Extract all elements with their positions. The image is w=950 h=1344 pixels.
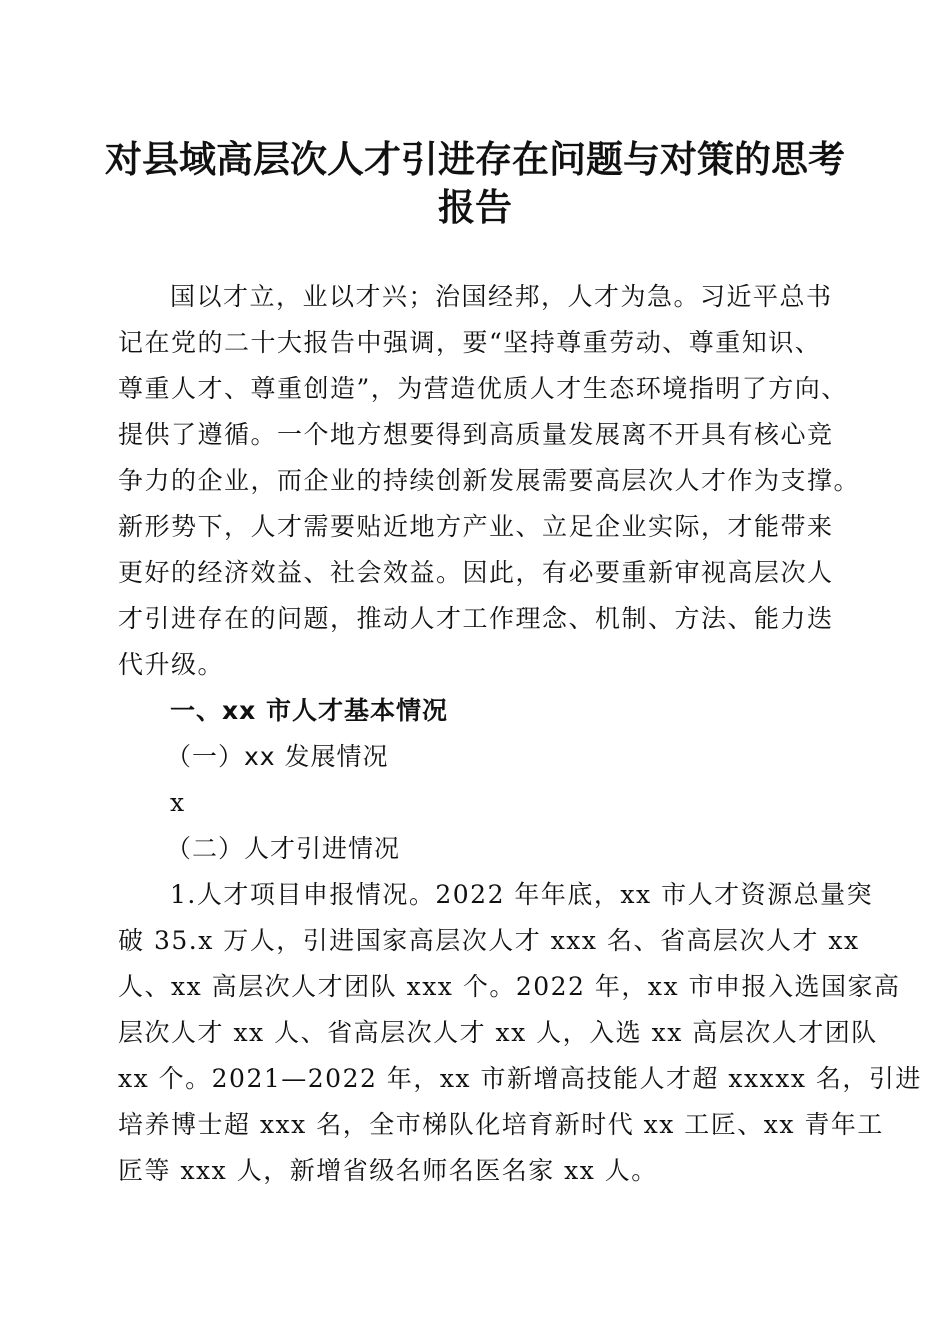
intro-line: 更好的经济效益、社会效益。因此，有必要重新审视高层次人 [118, 558, 834, 587]
subsection-body: x [170, 788, 186, 817]
document-title-line-1: 对县域高层次人才引进存在问题与对策的思考 [105, 137, 845, 181]
intro-line: 尊重人才、尊重创造”，为营造优质人才生态环境指明了方向、 [118, 374, 848, 403]
section-heading: 一、xx 市人才基本情况 [170, 696, 448, 725]
item-line: 培养博士超 xxx 名，全市梯队化培育新时代 xx 工匠、xx 青年工 [118, 1110, 884, 1139]
intro-line: 记在党的二十大报告中强调，要“坚持尊重劳动、尊重知识、 [118, 328, 822, 357]
item-line: 破 35.x 万人，引进国家高层次人才 xxx 名、省高层次人才 xx [118, 926, 860, 955]
item-line: 匠等 xxx 人，新增省级名师名医名家 xx 人。 [118, 1156, 658, 1185]
subsection-heading: （二）人才引进情况 [166, 834, 401, 863]
item-line: 1.人才项目申报情况。2022 年年底，xx 市人才资源总量突 [170, 880, 874, 909]
intro-line: 国以才立，业以才兴；治国经邦，人才为急。习近平总书 [170, 282, 833, 311]
intro-line: 新形势下，人才需要贴近地方产业、立足企业实际，才能带来 [118, 512, 834, 541]
item-line: 人、xx 高层次人才团队 xxx 个。2022 年，xx 市申报入选国家高 [118, 972, 901, 1001]
intro-line: 提供了遵循。一个地方想要得到高质量发展离不开具有核心竞 [118, 420, 834, 449]
intro-line: 代升级。 [118, 650, 225, 679]
intro-line: 争力的企业，而企业的持续创新发展需要高层次人才作为支撑。 [118, 466, 861, 495]
intro-line: 才引进存在的问题，推动人才工作理念、机制、方法、能力迭 [118, 604, 834, 633]
item-line: xx 个。2021—2022 年，xx 市新增高技能人才超 xxxxx 名，引进 [118, 1064, 922, 1093]
subsection-heading: （一）xx 发展情况 [166, 742, 389, 771]
document-title-line-2: 报告 [438, 185, 512, 229]
item-line: 层次人才 xx 人、省高层次人才 xx 人，入选 xx 高层次人才团队 [118, 1018, 878, 1047]
